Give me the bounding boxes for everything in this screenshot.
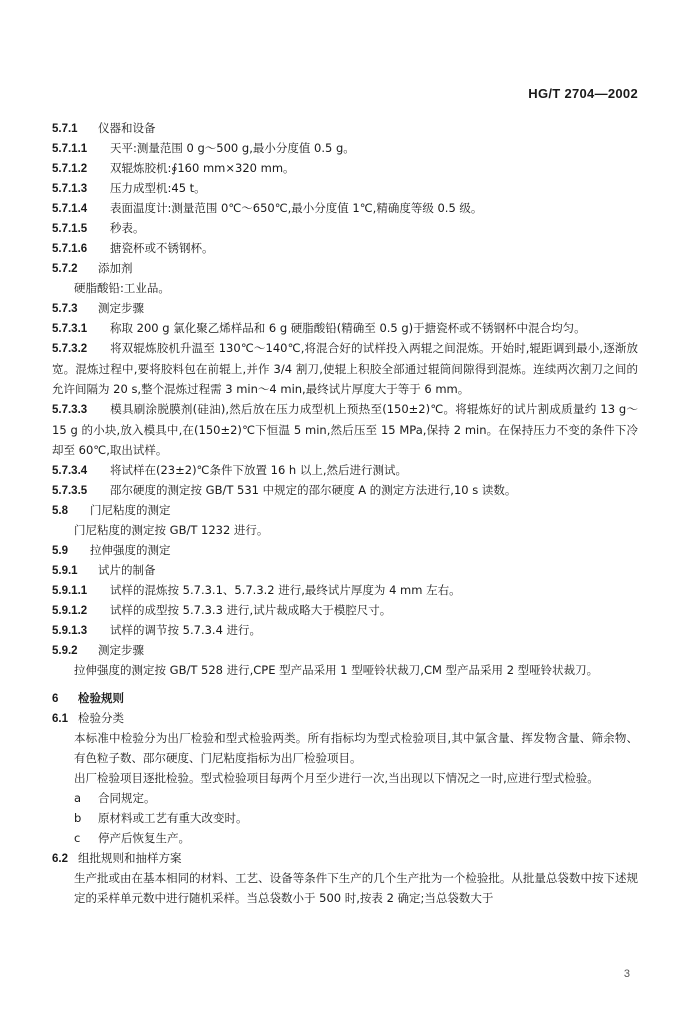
section-5-7-1-5: 5.7.1.5 秒表。 [52,221,145,235]
list-item-c: c 停产后恢复生产。 [74,831,190,845]
section-5-7-3-3: 5.7.3.3 模具刷涂脱膜剂(硅油),然后放在压力成型机上预热至(150±2)℃。将辊炼好的试片割成质量约 13 g～15 g 的小块,放入模具中,在(150±2)℃下恒温 5 min,然后压至 15 MPa,保持 2 min。在保持压力不变的条件下冷却至 60℃,取出试样。 [52,402,638,457]
document-body [52,118,638,908]
section-6-2-para: 生产批或由在基本相同的材料、工艺、设备等条件下生产的几个生产批为一个检验批。从批量总袋数中按下述规定的采样单元数中进行随机采样。当总袋数小于 500 时,按表 2 确定;当总袋数大于 [74,871,638,905]
section-5-7-1-3: 5.7.1.3 压力成型机:45 t。 [52,181,206,195]
section-5-7-3-2: 5.7.3.2 将双辊炼胶机升温至 130℃～140℃,将混合好的试样投入两辊之间混炼。开始时,辊距调到最小,逐渐放宽。混炼过程中,要将胶料包在前辊上,并作 3/4 割刀,使辊上积胶全部通过辊筒间隙得到混炼。连续两次割刀之间的允许间隔为 20 s,整个混炼过程需 3 min～4 min,最终试片厚度大于等于 6 mm。 [52,341,638,396]
section-5-9-1-3: 5.9.1.3 试样的调节按 5.7.3.4 进行。 [52,623,262,637]
page-number: 3 [623,968,630,980]
section-6-1: 6.1 检验分类 [52,711,124,725]
section-5-9-2-body: 拉伸强度的测定按 GB/T 528 进行,CPE 型产品采用 1 型哑铃状裁刀,CM 型产品采用 2 型哑铃状裁刀。 [74,663,599,677]
section-5-7-1-1: 5.7.1.1 天平:测量范围 0 g～500 g,最小分度值 0.5 g。 [52,141,355,155]
section-5-7-1-6: 5.7.1.6 搪瓷杯或不锈钢杯。 [52,241,214,255]
section-5-7-2: 5.7.2 添加剂 [52,261,133,275]
section-5-7-3-4: 5.7.3.4 将试样在(23±2)℃条件下放置 16 h 以上,然后进行测试。 [52,463,408,477]
list-item-b: b 原材料或工艺有重大改变时。 [74,811,248,825]
section-5-7-3-1: 5.7.3.1 称取 200 g 氯化聚乙烯样品和 6 g 硬脂酸铅(精确至 0.5 g)于搪瓷杯或不锈钢杯中混合均匀。 [52,321,586,335]
section-5-7-3: 5.7.3 测定步骤 [52,301,144,315]
section-5-7-1-2: 5.7.1.2 双辊炼胶机:∮160 mm×320 mm。 [52,161,295,175]
section-5-9-1: 5.9.1 试片的制备 [52,563,156,577]
section-5-8-body: 门尼粘度的测定按 GB/T 1232 进行。 [74,523,269,537]
section-6-2: 6.2 组批规则和抽样方案 [52,851,182,865]
section-5-9: 5.9 拉伸强度的测定 [52,543,171,557]
section-5-7-3-5: 5.7.3.5 邵尔硬度的测定按 GB/T 531 中规定的邵尔硬度 A 的测定方法进行,10 s 读数。 [52,483,517,497]
section-5-7-1-4: 5.7.1.4 表面温度计:测量范围 0℃～650℃,最小分度值 1℃,精确度等级 0.5 级。 [52,201,483,215]
section-5-9-1-1: 5.9.1.1 试样的混炼按 5.7.3.1、5.7.3.2 进行,最终试片厚度为 4 mm 左右。 [52,583,461,597]
section-5-9-2: 5.9.2 测定步骤 [52,643,144,657]
section-5-7-2-body: 硬脂酸铅:工业品。 [74,281,170,295]
page-header: HG/T 2704—2002 [528,86,638,101]
chapter-6-heading: 6 检验规则 [52,691,124,705]
section-5-9-1-2: 5.9.1.2 试样的成型按 5.7.3.3 进行,试片裁成略大于模腔尺寸。 [52,603,392,617]
section-5-8: 5.8 门尼粘度的测定 [52,503,171,517]
list-item-a: a 合同规定。 [74,791,156,805]
section-6-1-para-2: 出厂检验项目逐批检验。型式检验项目每两个月至少进行一次,当出现以下情况之一时,应进行型式检验。 [74,771,599,785]
section-6-1-para-1: 本标准中检验分为出厂检验和型式检验两类。所有指标均为型式检验项目,其中氯含量、挥发物含量、筛余物、有色粒子数、邵尔硬度、门尼粘度指标为出厂检验项目。 [74,731,638,765]
section-5-7-1: 5.7.1 仪器和设备 [52,121,156,135]
